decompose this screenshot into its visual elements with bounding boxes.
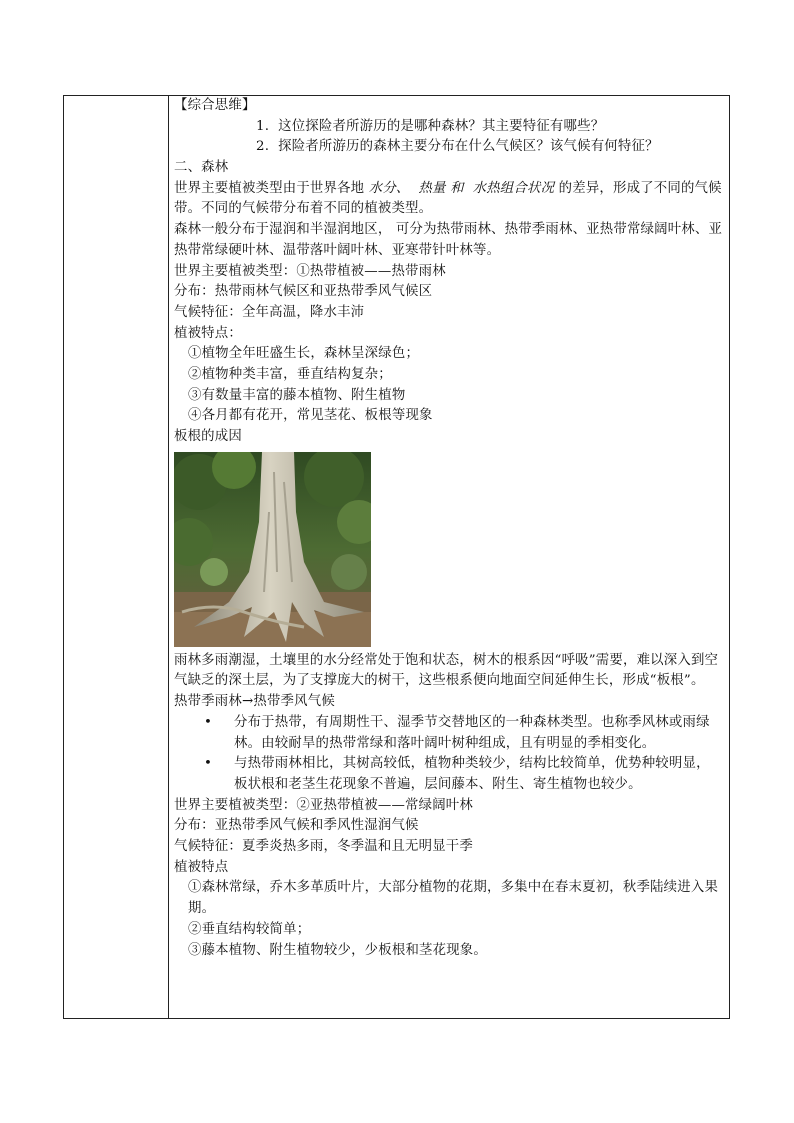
rainforest-features-title: 植被特点：: [174, 325, 242, 341]
subtropical-type: 世界主要植被类型：②亚热带植被——常绿阔叶林: [174, 797, 473, 813]
section-header: 【综合思维】: [174, 98, 256, 113]
left-column-cell: [64, 96, 169, 1018]
section-title: 二、森林: [174, 160, 229, 176]
monsoon-title: 热带季雨林→热带季风气候: [174, 694, 335, 710]
buttress-root-tree-photo: [174, 452, 371, 647]
list-item: • 与热带雨林相比，其树高较低，植物种类较少，结构比较简单，优势种较明显，板状根和老茎生花现象不普遍，层间藤本、附生、寄生植物也较少。: [204, 756, 710, 792]
question-2: 2. 探险者所游历的森林主要分布在什么气候区？该气候有何特征？: [256, 139, 659, 155]
content-cell: [174, 96, 726, 961]
intro-paragraph-1: 世界主要植被类型由于世界各地 水分、 热量 和 水热组合状况 的差异，形成了不同的气候带。不同的气候带分布着不同的植被类型。: [174, 180, 722, 217]
subtropical-feature-3: ③藤本植物、附生植物较少，少板根和茎花现象。: [188, 942, 487, 958]
rainforest-feature-3: ③有数量丰富的藤本植物、附生植物: [188, 387, 406, 403]
subtropical-feature-2: ②垂直结构较简单；: [188, 921, 311, 937]
rainforest-feature-4: ④各月都有花开，常见茎花、板根等现象: [188, 408, 433, 424]
question-1: 1. 这位探险者所游历的是哪种森林？其主要特征有哪些？: [256, 118, 605, 134]
lesson-table: [63, 95, 730, 1019]
subtropical-feature-1: ①森林常绿，乔木多革质叶片，大部分植物的花期，多集中在春末夏初，秋季陆续进入果期。: [188, 880, 719, 917]
intro-paragraph-2: 森林一般分布于湿润和半湿润地区， 可分为热带雨林、热带季雨林、亚热带常绿阔叶林、亚热带常绿硬叶林、温带落叶阔叶林、亚寒带针叶林等。: [174, 222, 723, 258]
rainforest-feature-2: ②植物种类丰富，垂直结构复杂；: [188, 367, 392, 382]
buttress-text: 雨林多雨潮湿，土壤里的水分经常处于饱和状态，树木的根系因“呼吸”需要，难以深入到空气缺乏的深土层，为了支撑庞大的树干，这些根系便向地面空间延伸生长，形成“板根”。: [174, 652, 719, 689]
rainforest-climate: 气候特征：全年高温，降水丰沛: [174, 304, 365, 320]
subtropical-features-title: 植被特点: [174, 859, 229, 875]
subtropical-distribution: 分布：亚热带季风气候和季风性湿润气候: [174, 818, 419, 834]
monsoon-bullet-list: [174, 713, 726, 796]
list-item: • 分布于热带，有周期性干、湿季节交替地区的一种森林类型。也称季风林或雨绿林。由较耐旱的热带常绿和落叶阔叶树种组成，且有明显的季相变化。: [204, 714, 710, 751]
buttress-title: 板根的成因: [174, 429, 242, 445]
subtropical-climate: 气候特征：夏季炎热多雨，冬季温和且无明显干季: [174, 839, 473, 855]
rainforest-feature-1: ①植物全年旺盛生长，森林呈深绿色；: [188, 346, 420, 362]
rainforest-type: 世界主要植被类型：①热带植被——热带雨林: [174, 263, 446, 279]
rainforest-distribution: 分布：热带雨林气候区和亚热带季风气候区: [174, 284, 433, 300]
